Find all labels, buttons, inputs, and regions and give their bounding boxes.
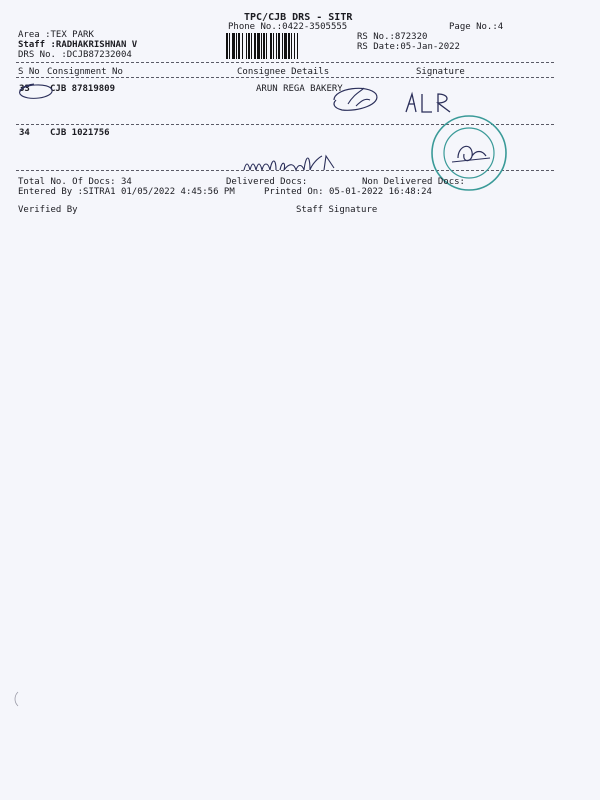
delivered-docs: Delivered Docs:	[226, 177, 308, 187]
header-rule-bottom	[16, 77, 554, 78]
verified-by-label: Verified By	[18, 205, 78, 215]
area-label: Area :TEX PARK	[18, 30, 94, 40]
col-consignment: Consignment No	[47, 67, 123, 77]
col-signature: Signature	[416, 67, 465, 77]
rs-number: RS No.:872320	[357, 32, 428, 42]
total-docs: Total No. Of Docs: 34	[18, 177, 132, 187]
barcode-bar	[298, 33, 299, 59]
printed-on: Printed On: 05-01-2022 16:48:24	[264, 187, 432, 197]
row-34-consignment: CJB 1021756	[50, 128, 110, 138]
staff-signature-label: Staff Signature	[296, 205, 378, 215]
row-33-consignment: CJB 87819809	[50, 84, 116, 94]
staff-name: Staff :RADHAKRISHNAN V	[18, 40, 138, 50]
scan-speck	[10, 690, 22, 708]
entered-by: Entered By :SITRA1 01/05/2022 4:45:56 PM	[18, 187, 235, 197]
page-number: Page No.:4	[449, 22, 504, 32]
row-33-sno: 33	[19, 84, 30, 94]
sheet-title: TPC/CJB DRS - SITR	[244, 12, 353, 23]
row-33-consignee: ARUN REGA BAKERY	[256, 84, 343, 94]
col-consignee: Consignee Details	[237, 67, 330, 77]
barcode	[226, 33, 346, 59]
signature-row-33	[328, 82, 388, 118]
row-34-sno: 34	[19, 128, 30, 138]
circle-mark-33	[16, 80, 56, 102]
signature-row-34	[240, 148, 340, 176]
non-delivered-docs: Non Delivered Docs:	[362, 177, 465, 187]
phone-number: Phone No.:0422-3505555	[228, 22, 348, 32]
rs-date: RS Date:05-Jan-2022	[357, 42, 460, 52]
header-rule-top	[16, 62, 554, 63]
col-sno: S No	[18, 67, 40, 77]
drs-number: DRS No. :DCJB87232004	[18, 50, 132, 60]
